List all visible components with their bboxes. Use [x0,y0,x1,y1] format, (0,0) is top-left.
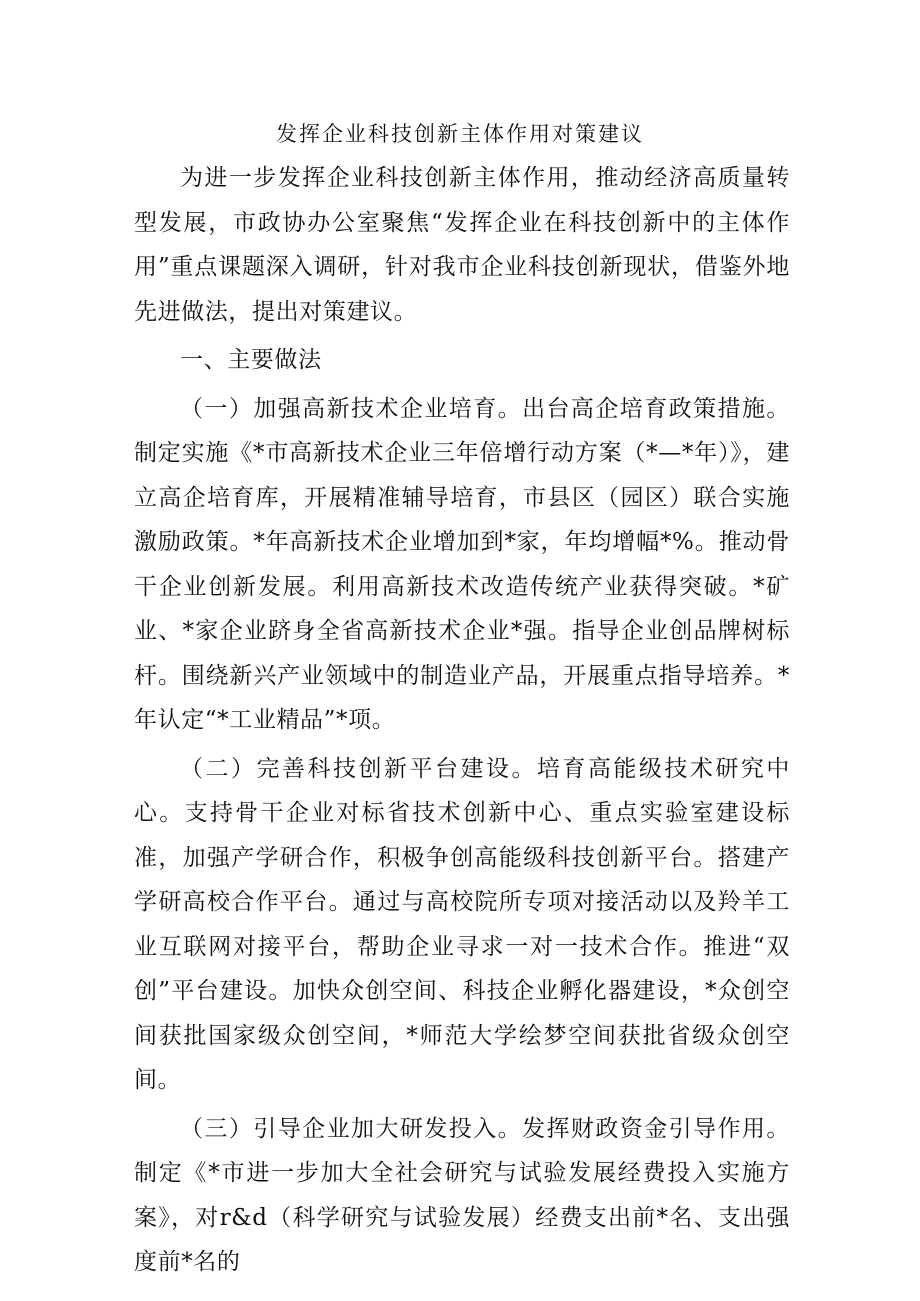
intro-paragraph: 为进一步发挥企业科技创新主体作用，推动经济高质量转型发展，市政协办公室聚焦“发挥企业在科技创新中的主体作用”重点课题深入调研，针对我市企业科技创新现状，借鉴外地先进做法，提出对策建议。 [134,165,790,325]
document-body [134,156,790,1289]
paragraph-innovation-platforms: （二）完善科技创新平台建设。培育高能级技术研究中心。支持骨干企业对标省技术创新中心、重点实验室建设标准，加强产学研合作，积极争创高能级科技创新平台。搭建产学研高校合作平台。通过与高校院所专项对接活动以及羚羊工业互联网对接平台，帮助企业寻求一对一技术合作。推进“双创”平台建设。加快众创空间、科技企业孵化器建设，*众创空间获批国家级众创空间，*师范大学绘梦空间获批省级众创空间。 [134,755,790,1093]
paragraph-rd-investment: （三）引导企业加大研发投入。发挥财政资金引导作用。制定《*市进一步加大全社会研究与试验发展经费投入实施方案》，对r&d（科学研究与试验发展）经费支出前*名、支出强度前*名的 [134,1115,790,1275]
paragraph-high-tech-cultivation: （一）加强高新技术企业培育。出台高企培育政策措施。制定实施《*市高新技术企业三年倍增行动方案（*—*年）》，建立高企培育库，开展精准辅导培育，市县区（园区）联合实施激励政策。*年高新技术企业增加到*家，年均增幅*%。推动骨干企业创新发展。利用高新技术改造传统产业获得突破。*矿业、*家企业跻身全省高新技术企业*强。指导企业创品牌树标杆。围绕新兴产业领域中的制造业产品，开展重点指导培养。*年认定“*工业精品”*项。 [134,395,790,733]
document-title: 发挥企业科技创新主体作用对策建议 [276,122,644,146]
section-heading-main-practices: 一、主要做法 [180,347,322,373]
